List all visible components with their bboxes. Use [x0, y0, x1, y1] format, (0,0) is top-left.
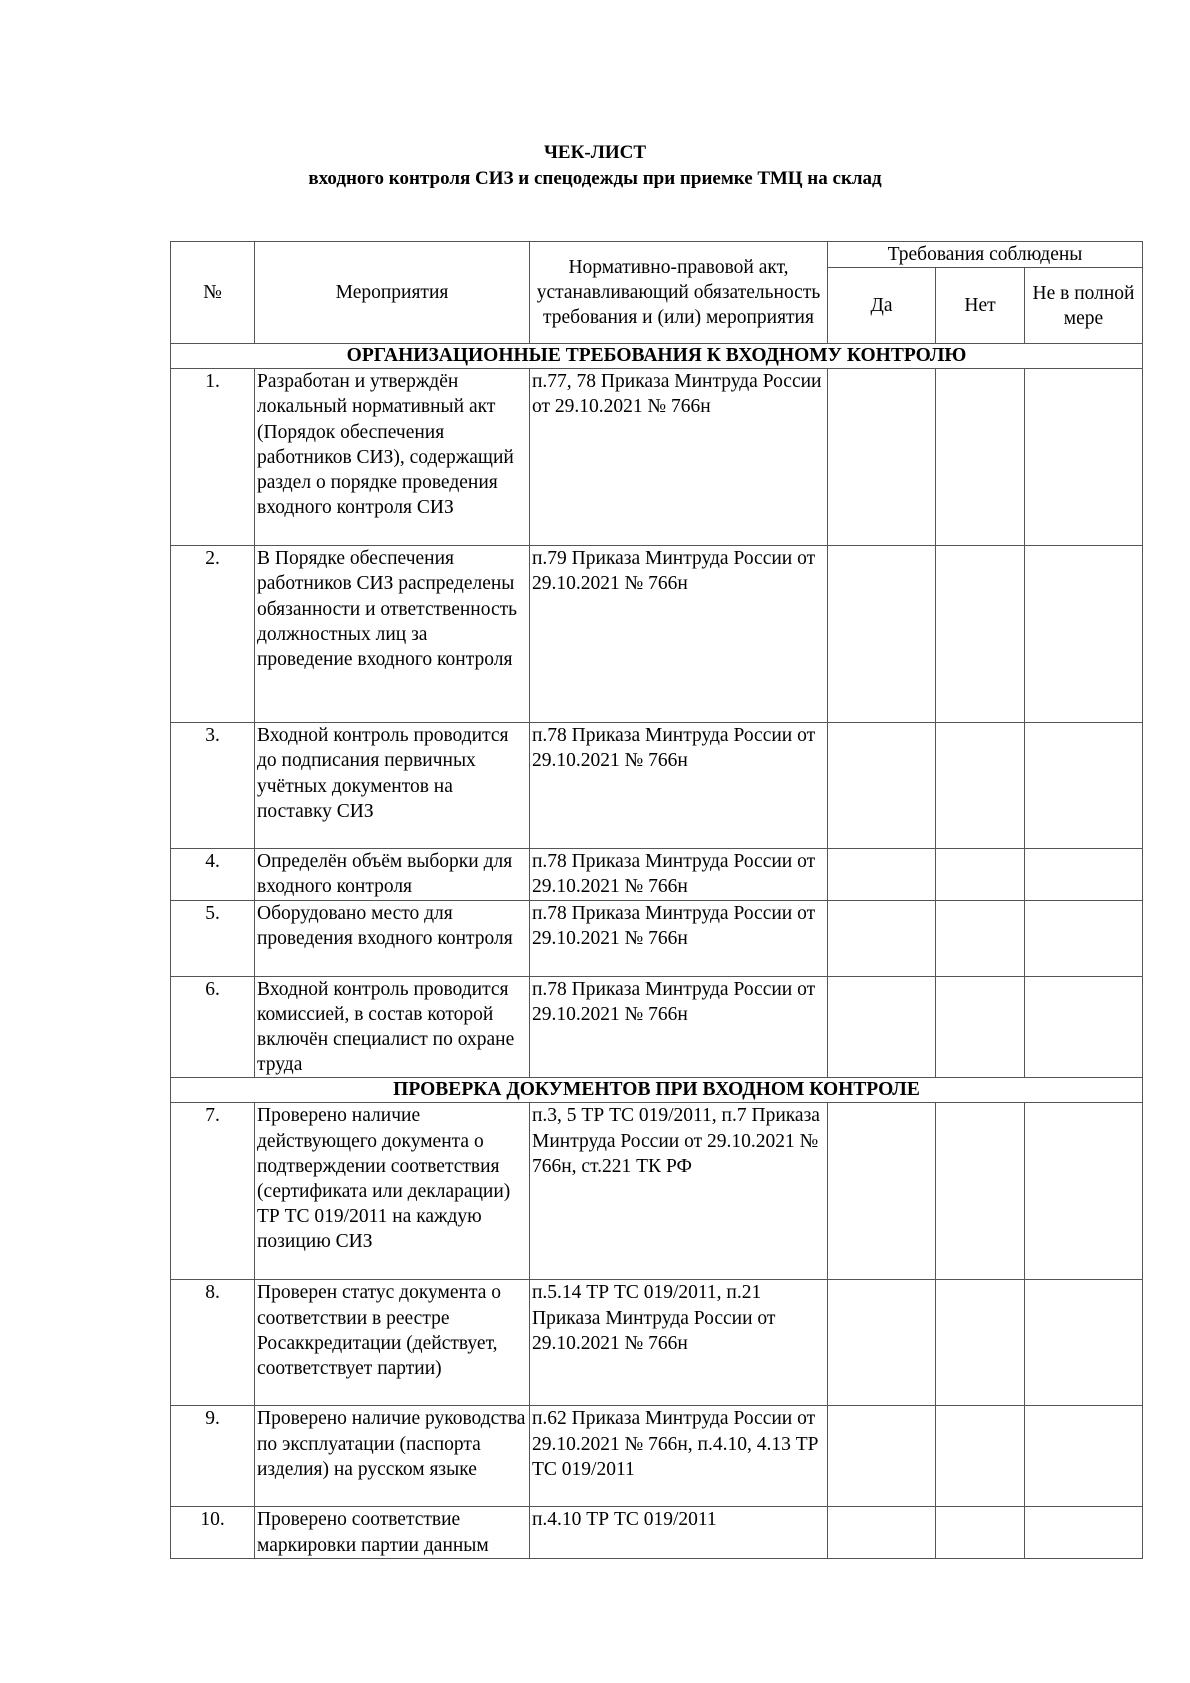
- yes-cell[interactable]: [828, 976, 936, 1078]
- partial-cell[interactable]: [1025, 1406, 1143, 1507]
- row-act: п.78 Приказа Минтруда России от 29.10.2021 № 766н: [530, 849, 828, 900]
- no-cell[interactable]: [936, 1103, 1025, 1280]
- no-cell[interactable]: [936, 1507, 1025, 1558]
- row-number: 5.: [171, 900, 255, 976]
- column-header-no: Нет: [936, 268, 1025, 344]
- page-title: ЧЕК-ЛИСТ: [543, 142, 647, 163]
- row-act: п.79 Приказа Минтруда России от 29.10.2021 № 766н: [530, 546, 828, 723]
- row-act: п.77, 78 Приказа Минтруда России от 29.10.2021 № 766н: [530, 369, 828, 546]
- no-cell[interactable]: [936, 849, 1025, 900]
- row-act: п.4.10 ТР ТС 019/2011: [530, 1507, 828, 1558]
- row-act: п.78 Приказа Минтруда России от 29.10.2021 № 766н: [530, 900, 828, 976]
- row-number: 1.: [171, 369, 255, 546]
- yes-cell[interactable]: [828, 1507, 936, 1558]
- table-row: [171, 723, 1143, 849]
- section-title: ПРОВЕРКА ДОКУМЕНТОВ ПРИ ВХОДНОМ КОНТРОЛЕ: [171, 1078, 1143, 1103]
- row-activity: Проверено наличие руководства по эксплуатации (паспорта изделия) на русском языке: [255, 1406, 530, 1507]
- table-row: [171, 1507, 1143, 1558]
- partial-cell[interactable]: [1025, 1103, 1143, 1280]
- yes-cell[interactable]: [828, 900, 936, 976]
- row-activity: Входной контроль проводится до подписания первичных учётных документов на поставку СИЗ: [255, 723, 530, 849]
- row-number: 3.: [171, 723, 255, 849]
- table-row: [171, 849, 1143, 900]
- partial-cell[interactable]: [1025, 849, 1143, 900]
- table-row: [171, 369, 1143, 546]
- section-row: [171, 344, 1143, 369]
- row-activity: Проверено соответствие маркировки партии данным: [255, 1507, 530, 1558]
- column-header-compliance: Требования соблюдены: [828, 242, 1143, 268]
- no-cell[interactable]: [936, 900, 1025, 976]
- section-row: [171, 1078, 1143, 1103]
- no-cell[interactable]: [936, 723, 1025, 849]
- yes-cell[interactable]: [828, 1280, 936, 1406]
- row-number: 7.: [171, 1103, 255, 1280]
- row-activity: Проверено наличие действующего документа о подтверждении соответствия (сертификата или декларации) ТР ТС 019/2011 на каждую позицию СИЗ: [255, 1103, 530, 1280]
- yes-cell[interactable]: [828, 369, 936, 546]
- partial-cell[interactable]: [1025, 1507, 1143, 1558]
- column-header-partial: Не в полной мере: [1025, 268, 1143, 344]
- yes-cell[interactable]: [828, 546, 936, 723]
- page-subtitle: входного контроля СИЗ и спецодежды при приемке ТМЦ на склад: [308, 168, 882, 189]
- table-row: [171, 900, 1143, 976]
- partial-cell[interactable]: [1025, 976, 1143, 1078]
- row-activity: Оборудовано место для проведения входного контроля: [255, 900, 530, 976]
- partial-cell[interactable]: [1025, 369, 1143, 546]
- column-header-act: Нормативно-правовой акт, устанавливающий обязательность требования и (или) мероприятия: [530, 242, 828, 344]
- section-title: ОРГАНИЗАЦИОННЫЕ ТРЕБОВАНИЯ К ВХОДНОМУ КОНТРОЛЮ: [171, 344, 1143, 369]
- no-cell[interactable]: [936, 976, 1025, 1078]
- no-cell[interactable]: [936, 1280, 1025, 1406]
- row-act: п.3, 5 ТР ТС 019/2011, п.7 Приказа Минтруда России от 29.10.2021 № 766н, ст.221 ТК РФ: [530, 1103, 828, 1280]
- partial-cell[interactable]: [1025, 1280, 1143, 1406]
- table-row: [171, 1280, 1143, 1406]
- row-activity: Проверен статус документа о соответствии в реестре Росаккредитации (действует, соответствует партии): [255, 1280, 530, 1406]
- row-number: 6.: [171, 976, 255, 1078]
- row-activity: В Порядке обеспечения работников СИЗ распределены обязанности и ответственность должностных лиц за проведение входного контроля: [255, 546, 530, 723]
- table-row: [171, 1103, 1143, 1280]
- row-act: п.5.14 ТР ТС 019/2011, п.21 Приказа Минтруда России от 29.10.2021 № 766н: [530, 1280, 828, 1406]
- row-act: п.62 Приказа Минтруда России от 29.10.2021 № 766н, п.4.10, 4.13 ТР ТС 019/2011: [530, 1406, 828, 1507]
- row-number: 9.: [171, 1406, 255, 1507]
- column-header-yes: Да: [828, 268, 936, 344]
- row-activity: Определён объём выборки для входного контроля: [255, 849, 530, 900]
- no-cell[interactable]: [936, 546, 1025, 723]
- yes-cell[interactable]: [828, 723, 936, 849]
- row-number: 8.: [171, 1280, 255, 1406]
- checklist-table: [170, 241, 1143, 1559]
- yes-cell[interactable]: [828, 1406, 936, 1507]
- row-activity: Входной контроль проводится комиссией, в состав которой включён специалист по охране труда: [255, 976, 530, 1078]
- column-header-activity: Мероприятия: [255, 242, 530, 344]
- no-cell[interactable]: [936, 1406, 1025, 1507]
- row-number: 10.: [171, 1507, 255, 1558]
- partial-cell[interactable]: [1025, 723, 1143, 849]
- table-header: [171, 242, 1143, 344]
- row-act: п.78 Приказа Минтруда России от 29.10.2021 № 766н: [530, 723, 828, 849]
- row-activity: Разработан и утверждён локальный нормативный акт (Порядок обеспечения работников СИЗ), содержащий раздел о порядке проведения входного контроля СИЗ: [255, 369, 530, 546]
- table-row: [171, 1406, 1143, 1507]
- partial-cell[interactable]: [1025, 900, 1143, 976]
- yes-cell[interactable]: [828, 849, 936, 900]
- no-cell[interactable]: [936, 369, 1025, 546]
- row-act: п.78 Приказа Минтруда России от 29.10.2021 № 766н: [530, 976, 828, 1078]
- yes-cell[interactable]: [828, 1103, 936, 1280]
- table-row: [171, 976, 1143, 1078]
- partial-cell[interactable]: [1025, 546, 1143, 723]
- row-number: 2.: [171, 546, 255, 723]
- row-number: 4.: [171, 849, 255, 900]
- column-header-num: №: [171, 242, 255, 344]
- table-row: [171, 546, 1143, 723]
